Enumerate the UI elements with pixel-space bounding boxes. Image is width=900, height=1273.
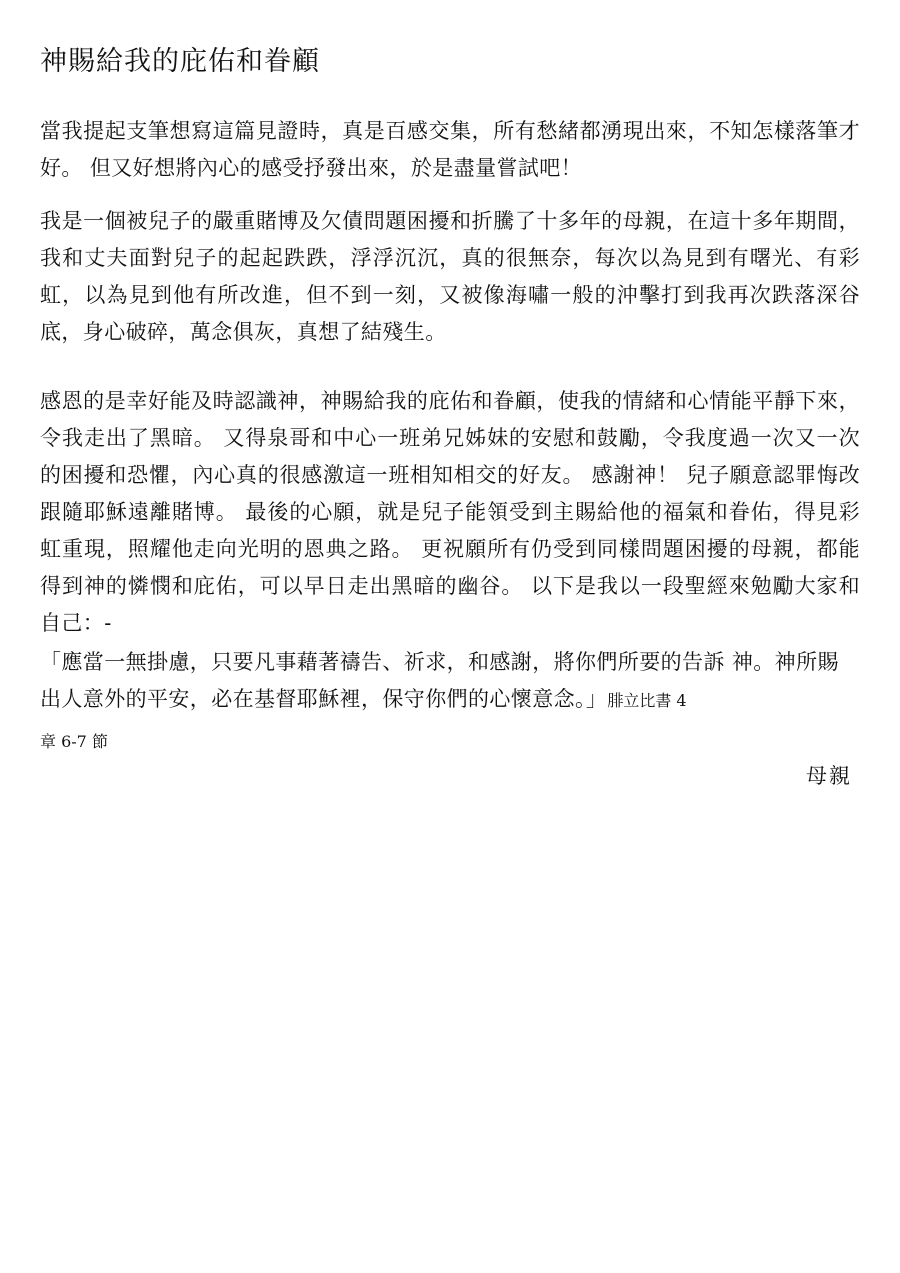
document-title: 神賜給我的庇佑和眷顧: [40, 46, 320, 77]
signature: 母親: [806, 764, 852, 788]
scripture-quote-text: 「應當一無掛慮，只要凡事藉著禱告、祈求，和感謝，將你們所要的告訴 神。神所賜出人意外的平安，必在基督耶穌裡，保守你們的心懷意念。」: [40, 650, 839, 711]
scripture-quote: [40, 644, 860, 719]
paragraph-intro: 當我提起支筆想寫這篇見證時，真是百感交集，所有愁緒都湧現出來，不知怎樣落筆才好。 但又好想將內心的感受抒發出來，於是盡量嘗試吧！: [40, 119, 860, 180]
paragraph-gratitude: 感恩的是幸好能及時認識神，神賜給我的庇佑和眷顧，使我的情緒和心情能平靜下來，令我走出了黑暗。 又得泉哥和中心一班弟兄姊妹的安慰和鼓勵，令我度過一次又一次的困擾和恐懼，內心真的很感激這一班相知相交的好友。 感謝神！ 兒子願意認罪悔改跟隨耶穌遠離賭博。 最後的心願，就是兒子能領受到主賜給他的福氣和眷佑，得見彩虹重現，照耀他走向光明的恩典之路。 更祝願所有仍受到同樣問題困擾的母親，都能得到神的憐憫和庇佑，可以早日走出黑暗的幽谷。 以下是我以一段聖經來勉勵大家和自己：-: [40, 389, 860, 635]
scripture-reference-verse: 章 6-7 節: [40, 732, 108, 751]
paragraph-story: 我是一個被兒子的嚴重賭博及欠債問題困擾和折騰了十多年的母親，在這十多年期間，我和丈夫面對兒子的起起跌跌，浮浮沉沉，真的很無奈，每次以為見到有曙光、有彩虹，以為見到他有所改進，但不到一刻，又被像海嘯一般的沖擊打到我再次跌落深谷底，身心破碎，萬念俱灰，真想了結殘生。: [40, 209, 860, 344]
scripture-reference-book: 腓立比書 4: [607, 691, 687, 710]
